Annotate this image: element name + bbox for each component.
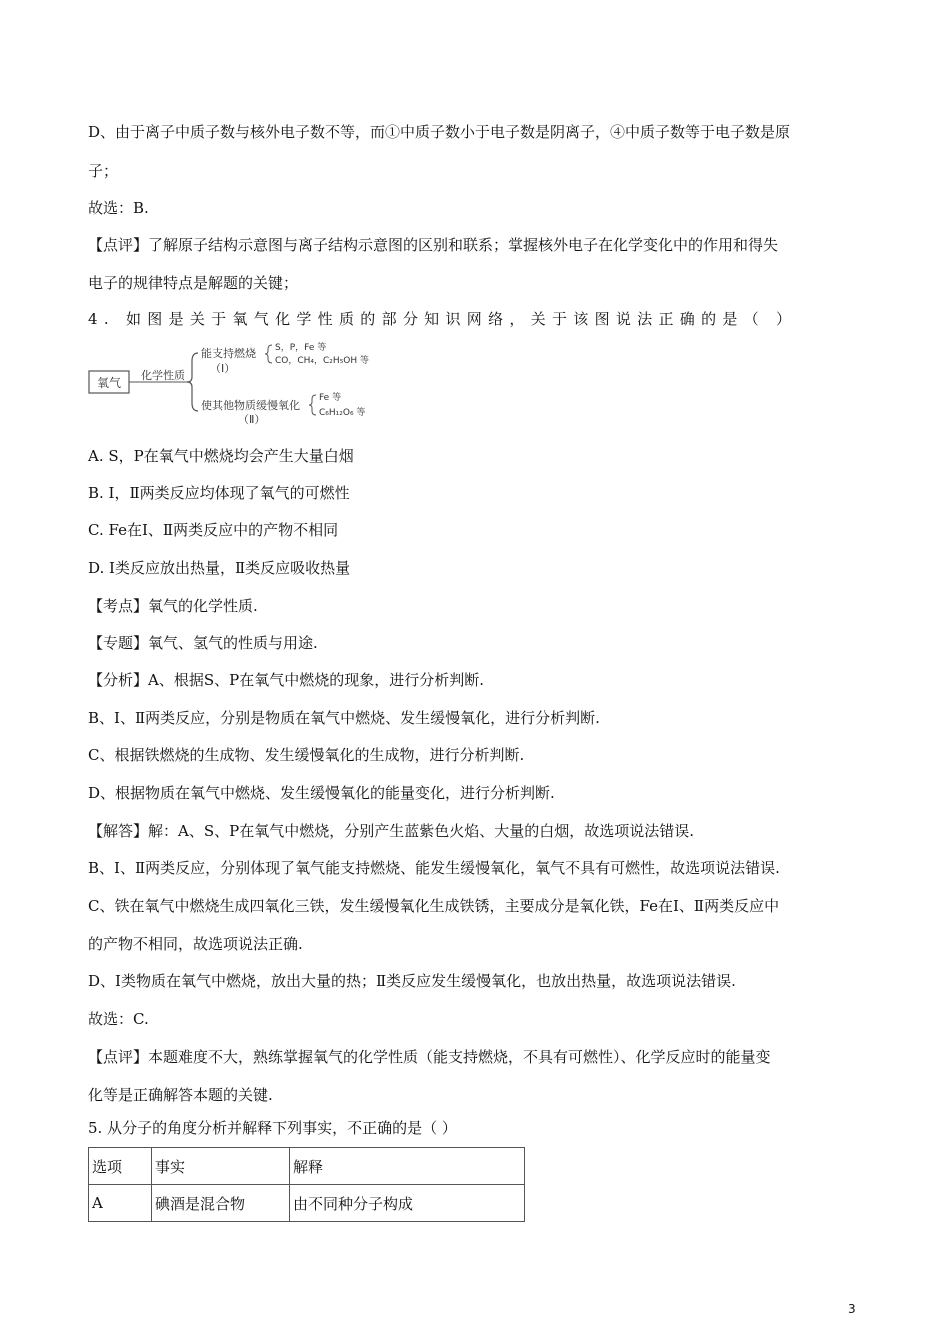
comment-line: 【点评】了解原子结构示意图与离子结构示意图的区别和联系；掌握核外电子在化学变化中的作用和得失 bbox=[88, 236, 779, 254]
facts-table bbox=[88, 1147, 525, 1222]
analysis-line: D、根据物质在氧气中燃烧、发生缓慢氧化的能量变化，进行分析判断. bbox=[88, 784, 555, 802]
oxygen-property-diagram bbox=[88, 339, 393, 425]
table-cell: 碘酒是混合物 bbox=[152, 1185, 290, 1222]
top-item-1: S，P，Fe 等 bbox=[275, 343, 327, 353]
analysis-line: B、Ⅰ、Ⅱ两类反应，分别是物质在氧气中燃烧、发生缓慢氧化，进行分析判断. bbox=[88, 709, 600, 727]
page-number: 3 bbox=[848, 1302, 856, 1316]
paragraph-line: D、由于离子中质子数与核外电子数不等，而①中质子数小于电子数是阴离子，④中质子数等于电子数是原 bbox=[88, 123, 791, 141]
main-brace bbox=[187, 353, 198, 411]
bottom-roman: （Ⅱ） bbox=[238, 413, 266, 425]
table-header: 选项 bbox=[89, 1148, 152, 1185]
option-c: C. Fe在Ⅰ、Ⅱ两类反应中的产物不相同 bbox=[88, 521, 339, 539]
table-header: 事实 bbox=[152, 1148, 290, 1185]
solution-line: C、铁在氧气中燃烧生成四氧化三铁，发生缓慢氧化生成铁锈，主要成分是氧化铁，Fe在Ⅰ、Ⅱ两类反应中 bbox=[88, 897, 780, 915]
option-b: B. Ⅰ，Ⅱ两类反应均体现了氧气的可燃性 bbox=[88, 484, 350, 502]
bottom-brace bbox=[309, 395, 316, 415]
solution-line: 【解答】解：A、S、P在氧气中燃烧，分别产生蓝紫色火焰、大量的白烟，故选项说法错误. bbox=[88, 822, 694, 840]
paragraph-line: 子； bbox=[88, 162, 119, 180]
kaodian-line: 【考点】氧气的化学性质. bbox=[88, 597, 258, 615]
question-5-stem: 5. 从分子的角度分析并解释下列事实，不正确的是（ ） bbox=[88, 1119, 457, 1137]
question-4-stem: 4. 如图是关于氧气化学性质的部分知识网络，关于该图说法正确的是（ ） bbox=[88, 310, 798, 328]
bottom-item-1: Fe 等 bbox=[319, 393, 342, 403]
table-row bbox=[89, 1185, 525, 1222]
top-label: 能支持燃烧 bbox=[201, 347, 256, 360]
option-a: A. S，P在氧气中燃烧均会产生大量白烟 bbox=[88, 447, 354, 465]
answer-line: 故选：C. bbox=[88, 1010, 149, 1028]
zhuanti-line: 【专题】氧气、氢气的性质与用途. bbox=[88, 634, 318, 652]
table-header-row bbox=[89, 1148, 525, 1185]
option-d: D. Ⅰ类反应放出热量，Ⅱ类反应吸收热量 bbox=[88, 559, 351, 577]
table-header: 解释 bbox=[290, 1148, 525, 1185]
table-cell: 由不同种分子构成 bbox=[290, 1185, 525, 1222]
comment-line: 【点评】本题难度不大，熟练掌握氧气的化学性质（能支持燃烧，不具有可燃性）、化学反应时的能量变 bbox=[88, 1048, 771, 1066]
diagram-branch: 化学性质 bbox=[141, 369, 185, 382]
analysis-line: 【分析】A、根据S、P在氧气中燃烧的现象，进行分析判断. bbox=[88, 671, 484, 689]
analysis-line: C、根据铁燃烧的生成物、发生缓慢氧化的生成物，进行分析判断. bbox=[88, 746, 525, 764]
comment-line: 电子的规律特点是解题的关键； bbox=[88, 274, 299, 292]
bottom-item-2: C₆H₁₂O₆ 等 bbox=[319, 408, 366, 418]
comment-line: 化等是正确解答本题的关键. bbox=[88, 1086, 273, 1104]
diagram-root: 氧气 bbox=[96, 376, 122, 390]
top-roman: （Ⅰ） bbox=[210, 362, 236, 375]
solution-line: B、Ⅰ、Ⅱ两类反应，分别体现了氧气能支持燃烧、能发生缓慢氧化，氧气不具有可燃性，故选项说法错误. bbox=[88, 859, 780, 877]
solution-line: 的产物不相同，故选项说法正确. bbox=[88, 935, 303, 953]
top-brace bbox=[265, 345, 272, 363]
table-cell: A bbox=[89, 1185, 152, 1222]
top-item-2: CO，CH₄，C₂H₅OH 等 bbox=[275, 356, 370, 366]
bottom-label: 使其他物质缓慢氧化 bbox=[201, 399, 300, 412]
solution-line: D、Ⅰ类物质在氧气中燃烧，放出大量的热；Ⅱ类反应发生缓慢氧化，也放出热量，故选项说法错误. bbox=[88, 972, 736, 990]
answer-line: 故选：B. bbox=[88, 199, 149, 217]
